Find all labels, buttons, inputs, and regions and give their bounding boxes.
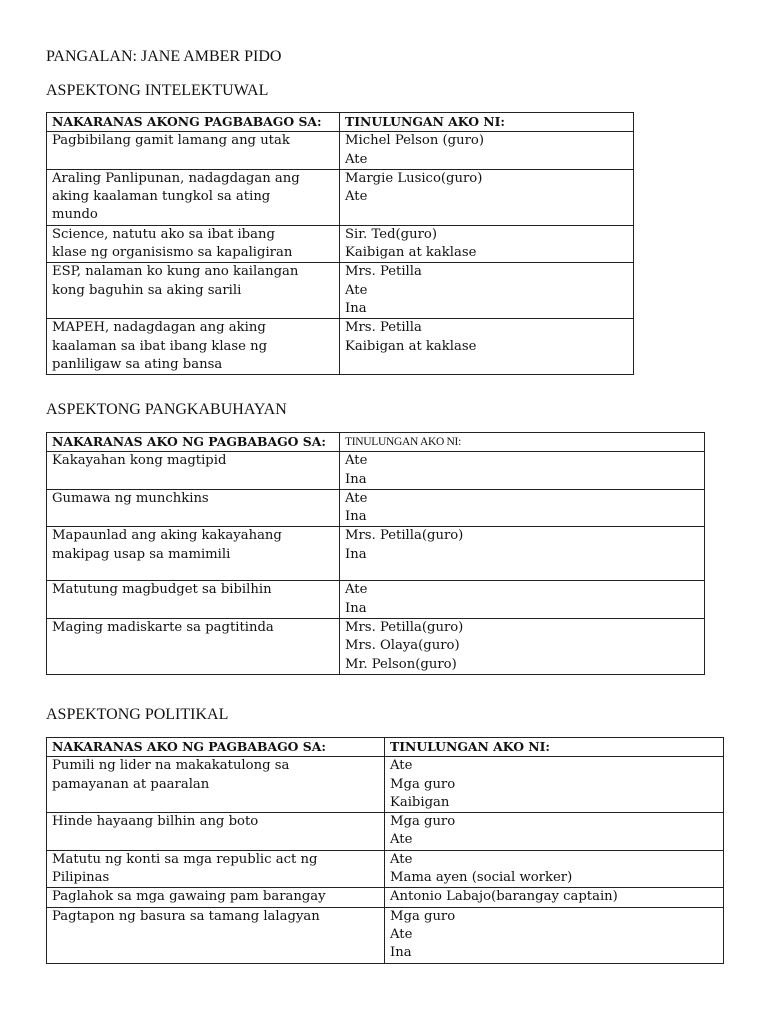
helper-cell: Antonio Labajo(barangay captain) xyxy=(385,888,724,907)
experience-cell: ESP, nalaman ko kung ano kailangan kong baguhin sa aking sarili xyxy=(47,263,340,319)
table-row xyxy=(47,319,634,375)
helper-cell: Michel Pelson (guro) Ate xyxy=(340,132,634,170)
helper-cell: Mrs. Petilla(guro) Mrs. Olaya(guro) Mr. Pelson(guro) xyxy=(340,619,705,675)
table-row xyxy=(47,850,724,888)
table-header-row xyxy=(47,738,724,757)
experience-cell: Araling Panlipunan, nadagdagan ang aking kaalaman tungkol sa ating mundo xyxy=(47,169,340,225)
experience-cell: Hinde hayaang bilhin ang boto xyxy=(47,813,385,851)
table-intelektuwal xyxy=(46,112,634,375)
table-row xyxy=(47,489,705,527)
table-row xyxy=(47,452,705,490)
table-row xyxy=(47,225,634,263)
table-row xyxy=(47,813,724,851)
experience-cell: Maging madiskarte sa pagtitinda xyxy=(47,619,340,675)
column-header-helper: TINULUNGAN AKO NI: xyxy=(340,433,705,452)
experience-cell: Pagtapon ng basura sa tamang lalagyan xyxy=(47,907,385,963)
table-header-row xyxy=(47,433,705,452)
table-row xyxy=(47,263,634,319)
experience-cell: MAPEH, nadagdagan ang aking kaalaman sa ibat ibang klase ng panliligaw sa ating bansa xyxy=(47,319,340,375)
table-row xyxy=(47,757,724,813)
experience-cell: Matutu ng konti sa mga republic act ng Pilipinas xyxy=(47,850,385,888)
table-row xyxy=(47,527,705,581)
helper-cell: Mga guro Ate xyxy=(385,813,724,851)
column-header-experience: NAKARANAS AKO NG PAGBABAGO SA: xyxy=(47,738,385,757)
experience-cell: Pagbibilang gamit lamang ang utak xyxy=(47,132,340,170)
section-title-politikal: ASPEKTONG POLITIKAL xyxy=(46,706,229,723)
helper-cell: Ate Ina xyxy=(340,489,705,527)
helper-cell: Sir. Ted(guro) Kaibigan at kaklase xyxy=(340,225,634,263)
helper-cell: Ate Ina xyxy=(340,452,705,490)
table-politikal xyxy=(46,737,724,964)
experience-cell: Matutung magbudget sa bibilhin xyxy=(47,581,340,619)
section-title-intelektuwal: ASPEKTONG INTELEKTUWAL xyxy=(46,82,269,99)
experience-cell: Science, natutu ako sa ibat ibang klase ng organisismo sa kapaligiran xyxy=(47,225,340,263)
section-title-pangkabuhayan: ASPEKTONG PANGKABUHAYAN xyxy=(46,401,287,418)
table-row xyxy=(47,907,724,963)
helper-cell: Mrs. Petilla(guro) Ina xyxy=(340,527,705,581)
table-row xyxy=(47,619,705,675)
helper-cell: Ate Mga guro Kaibigan xyxy=(385,757,724,813)
table-row xyxy=(47,169,634,225)
experience-cell: Paglahok sa mga gawaing pam barangay xyxy=(47,888,385,907)
experience-cell: Pumili ng lider na makakatulong sa pamayanan at paaralan xyxy=(47,757,385,813)
experience-cell: Mapaunlad ang aking kakayahang makipag usap sa mamimili xyxy=(47,527,340,581)
helper-cell: Mga guro Ate Ina xyxy=(385,907,724,963)
table-pangkabuhayan xyxy=(46,432,705,675)
experience-cell: Gumawa ng munchkins xyxy=(47,489,340,527)
column-header-experience: NAKARANAS AKONG PAGBABAGO SA: xyxy=(47,113,340,132)
table-header-row xyxy=(47,113,634,132)
table-row xyxy=(47,132,634,170)
experience-cell: Kakayahan kong magtipid xyxy=(47,452,340,490)
helper-cell: Ate Mama ayen (social worker) xyxy=(385,850,724,888)
column-header-helper: TINULUNGAN AKO NI: xyxy=(385,738,724,757)
table-row xyxy=(47,581,705,619)
student-name-line: PANGALAN: JANE AMBER PIDO xyxy=(46,48,282,65)
helper-cell: Mrs. Petilla Ate Ina xyxy=(340,263,634,319)
helper-cell: Mrs. Petilla Kaibigan at kaklase xyxy=(340,319,634,375)
helper-cell: Ate Ina xyxy=(340,581,705,619)
table-row xyxy=(47,888,724,907)
column-header-experience: NAKARANAS AKO NG PAGBABAGO SA: xyxy=(47,433,340,452)
column-header-helper: TINULUNGAN AKO NI: xyxy=(340,113,634,132)
helper-cell: Margie Lusico(guro) Ate xyxy=(340,169,634,225)
